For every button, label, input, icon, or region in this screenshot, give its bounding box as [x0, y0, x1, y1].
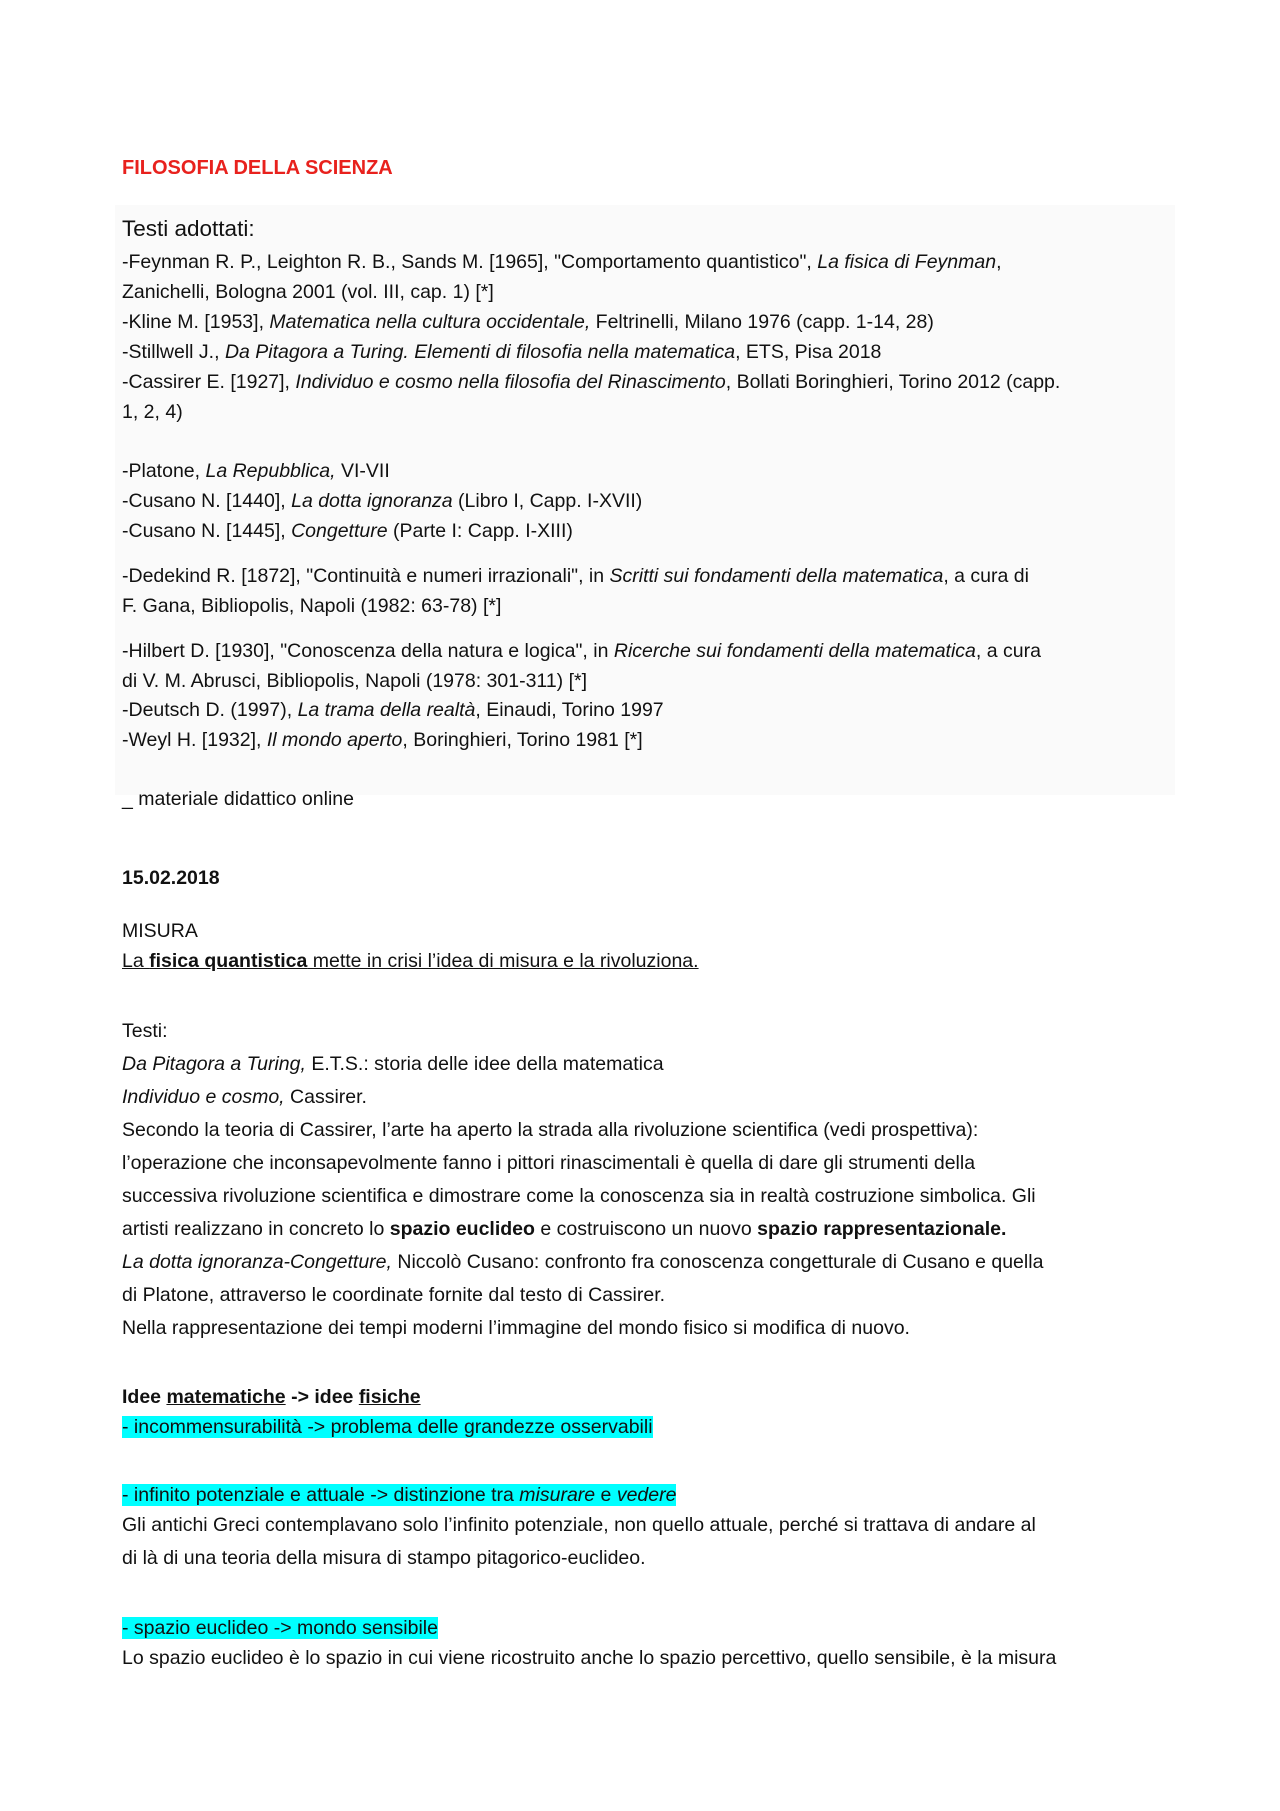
texts-label: Testi: — [122, 1020, 168, 1042]
lecture-date: 15.02.2018 — [122, 867, 220, 889]
highlight-infinite: - infinito potenziale e attuale -> distinzione tra misurare e vedere — [122, 1484, 677, 1506]
reference-hilbert-cont: di V. M. Abrusci, Bibliopolis, Napoli (1978: 301-311) [*] — [122, 670, 588, 692]
section-heading-misura: MISURA — [122, 920, 198, 942]
reference-cusano-1445: -Cusano N. [1445], Congetture (Parte I: Capp. I-XIII) — [122, 520, 573, 542]
reference-dedekind: -Dedekind R. [1872], "Continuità e numeri irrazionali", in Scritti sui fondamenti della matematica, a cura di — [122, 565, 1029, 587]
reference-feynman-cont: Zanichelli, Bologna 2001 (vol. III, cap. 1) [*] — [122, 281, 494, 303]
paragraph-line: di là di una teoria della misura di stampo pitagorico-euclideo. — [122, 1547, 646, 1569]
highlight-incommensurability: - incommensurabilità -> problema delle grandezze osservabili — [122, 1416, 653, 1438]
reference-cusano-1440: -Cusano N. [1440], La dotta ignoranza (Libro I, Capp. I-XVII) — [122, 490, 643, 512]
reference-kline: -Kline M. [1953], Matematica nella cultura occidentale, Feltrinelli, Milano 1976 (capp. 1-14, 28) — [122, 311, 934, 333]
reference-cassirer: -Cassirer E. [1927], Individuo e cosmo nella filosofia del Rinascimento, Bollati Boringhieri, Torino 2012 (capp. — [122, 371, 1061, 393]
texts-heading: Testi adottati: — [122, 216, 255, 241]
reference-hilbert: -Hilbert D. [1930], "Conoscenza della natura e logica", in Ricerche sui fondamenti della matematica, a cura — [122, 640, 1041, 662]
ideas-heading: Idee matematiche -> idee fisiche — [122, 1386, 421, 1408]
reference-deutsch: -Deutsch D. (1997), La trama della realtà, Einaudi, Torino 1997 — [122, 699, 664, 721]
highlight-euclidean-space: - spazio euclideo -> mondo sensibile — [122, 1617, 438, 1639]
paragraph-line: Nella rappresentazione dei tempi moderni l’immagine del mondo fisico si modifica di nuovo. — [122, 1317, 910, 1339]
paragraph-line: artisti realizzano in concreto lo spazio euclideo e costruiscono un nuovo spazio rappresentazionale. — [122, 1218, 1007, 1240]
reference-weyl: -Weyl H. [1932], Il mondo aperto, Boringhieri, Torino 1981 [*] — [122, 729, 643, 751]
reference-platone: -Platone, La Repubblica, VI-VII — [122, 460, 390, 482]
paragraph-line: successiva rivoluzione scientifica e dimostrare come la conoscenza sia in realtà costruzione simbolica. Gli — [122, 1185, 1036, 1207]
text-pitagora: Da Pitagora a Turing, E.T.S.: storia delle idee della matematica — [122, 1053, 664, 1075]
paragraph-line: l’operazione che inconsapevolmente fanno i pittori rinascimentali è quella di dare gli strumenti della — [122, 1152, 976, 1174]
paragraph-line: Lo spazio euclideo è lo spazio in cui viene ricostruito anche lo spazio percettivo, quello sensibile, è la misura — [122, 1647, 1057, 1669]
reference-cassirer-cont: 1, 2, 4) — [122, 401, 183, 423]
paragraph-line: Secondo la teoria di Cassirer, l’arte ha aperto la strada alla rivoluzione scientifica (vedi prospettiva): — [122, 1119, 979, 1141]
online-material-note: _ materiale didattico online — [122, 788, 354, 810]
paragraph-line: Gli antichi Greci contemplavano solo l’infinito potenziale, non quello attuale, perché si trattava di andare al — [122, 1514, 1036, 1536]
reference-feynman: -Feynman R. P., Leighton R. B., Sands M. [1965], "Comportamento quantistico", La fisica di Feynman, — [122, 251, 1002, 273]
reference-stillwell: -Stillwell J., Da Pitagora a Turing. Elementi di filosofia nella matematica, ETS, Pisa 2018 — [122, 341, 882, 363]
paragraph-line: La dotta ignoranza-Congetture, Niccolò Cusano: confronto fra conoscenza congetturale di Cusano e quella — [122, 1251, 1044, 1273]
text-individuo: Individuo e cosmo, Cassirer. — [122, 1086, 367, 1108]
misura-statement: La fisica quantistica mette in crisi l’idea di misura e la rivoluziona. — [122, 950, 699, 972]
paragraph-line: di Platone, attraverso le coordinate fornite dal testo di Cassirer. — [122, 1284, 666, 1306]
reference-dedekind-cont: F. Gana, Bibliopolis, Napoli (1982: 63-78) [*] — [122, 595, 502, 617]
document-title: FILOSOFIA DELLA SCIENZA — [122, 157, 393, 179]
